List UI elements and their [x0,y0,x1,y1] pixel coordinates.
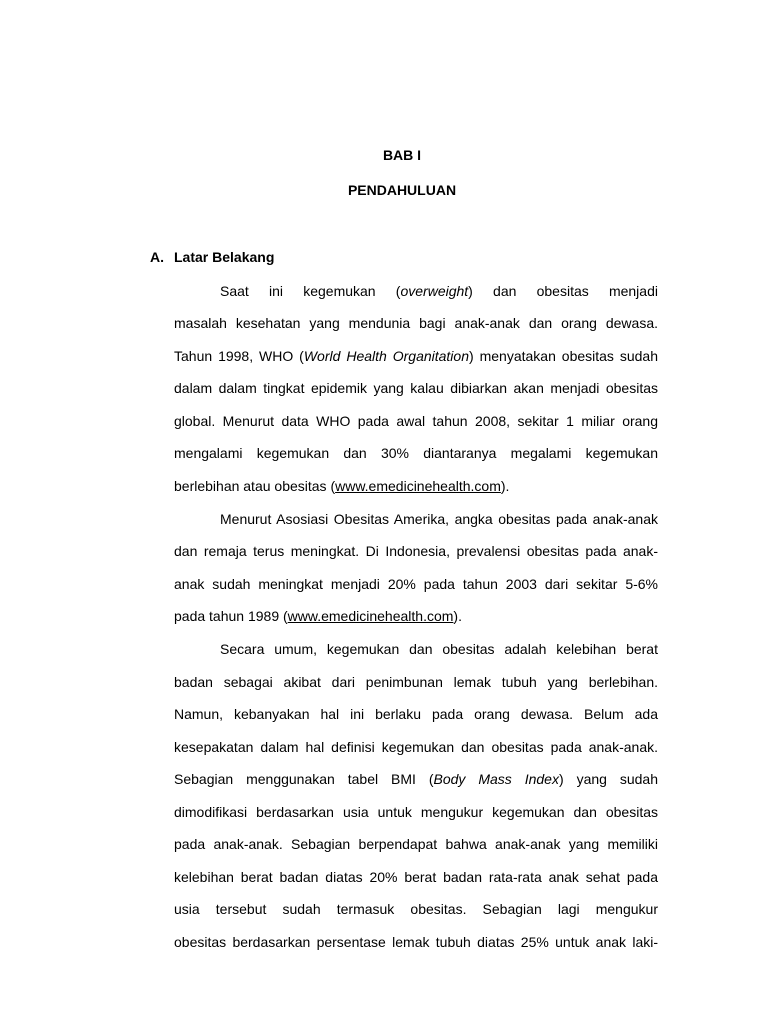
paragraph-line: badan sebagai akibat dari penimbunan lemak tubuh yang berlebihan. [174,674,658,690]
paragraph-line: dalam dalam tingkat epidemik yang kalau dibiarkan akan menjadi obesitas [174,380,658,396]
paragraph-line: dimodifikasi berdasarkan usia untuk mengukur kegemukan dan obesitas [174,804,658,820]
chapter-label: BAB I [382,147,422,163]
paragraph-line: global. Menurut data WHO pada awal tahun 2008, sekitar 1 miliar orang [174,413,658,429]
paragraph-line: Secara umum, kegemukan dan obesitas adalah kelebihan berat [220,641,658,657]
section-title: Latar Belakang [174,249,275,265]
reference-link[interactable]: www.emedicinehealth.com [287,608,454,624]
paragraph-line: kelebihan berat badan diatas 20% berat badan rata-rata anak sehat pada [174,869,658,885]
paragraph-line: Sebagian menggunakan tabel BMI (Body Mass Index) yang sudah [174,771,658,787]
chapter-title: PENDAHULUAN [347,182,457,198]
paragraph-line: berlebihan atau obesitas (www.emedicinehealth.com). [174,478,510,494]
paragraph-line: Namun, kebanyakan hal ini berlaku pada orang dewasa. Belum ada [174,706,658,722]
section-heading [150,249,274,265]
paragraph-line: dan remaja terus meningkat. Di Indonesia, prevalensi obesitas pada anak- [174,543,658,559]
paragraph-line: anak sudah meningkat menjadi 20% pada tahun 2003 dari sekitar 5-6% [174,576,658,592]
section-letter: A. [150,249,164,265]
paragraph-line: mengalami kegemukan dan 30% diantaranya megalami kegemukan [174,445,658,461]
paragraph-line: Saat ini kegemukan (overweight) dan obesitas menjadi [220,283,658,299]
paragraph-line: Menurut Asosiasi Obesitas Amerika, angka obesitas pada anak-anak [220,511,658,527]
paragraph-line: usia tersebut sudah termasuk obesitas. Sebagian lagi mengukur [174,901,658,917]
paragraph-line: kesepakatan dalam hal definisi kegemukan dan obesitas pada anak-anak. [174,739,658,755]
reference-link[interactable]: www.emedicinehealth.com [335,478,501,494]
paragraph-line: pada tahun 1989 (www.emedicinehealth.com). [174,608,462,624]
italic-term: World Health Organitation [303,348,469,364]
paragraph-line: obesitas berdasarkan persentase lemak tubuh diatas 25% untuk anak laki- [174,934,658,950]
paragraph-line: Tahun 1998, WHO (World Health Organitation) menyatakan obesitas sudah [174,348,658,364]
italic-term: overweight [400,283,469,299]
italic-term: Body Mass Index [433,771,559,787]
paragraph-line: pada anak-anak. Sebagian berpendapat bahwa anak-anak yang memiliki [174,836,658,852]
paragraph-line: masalah kesehatan yang mendunia bagi anak-anak dan orang dewasa. [174,315,658,331]
